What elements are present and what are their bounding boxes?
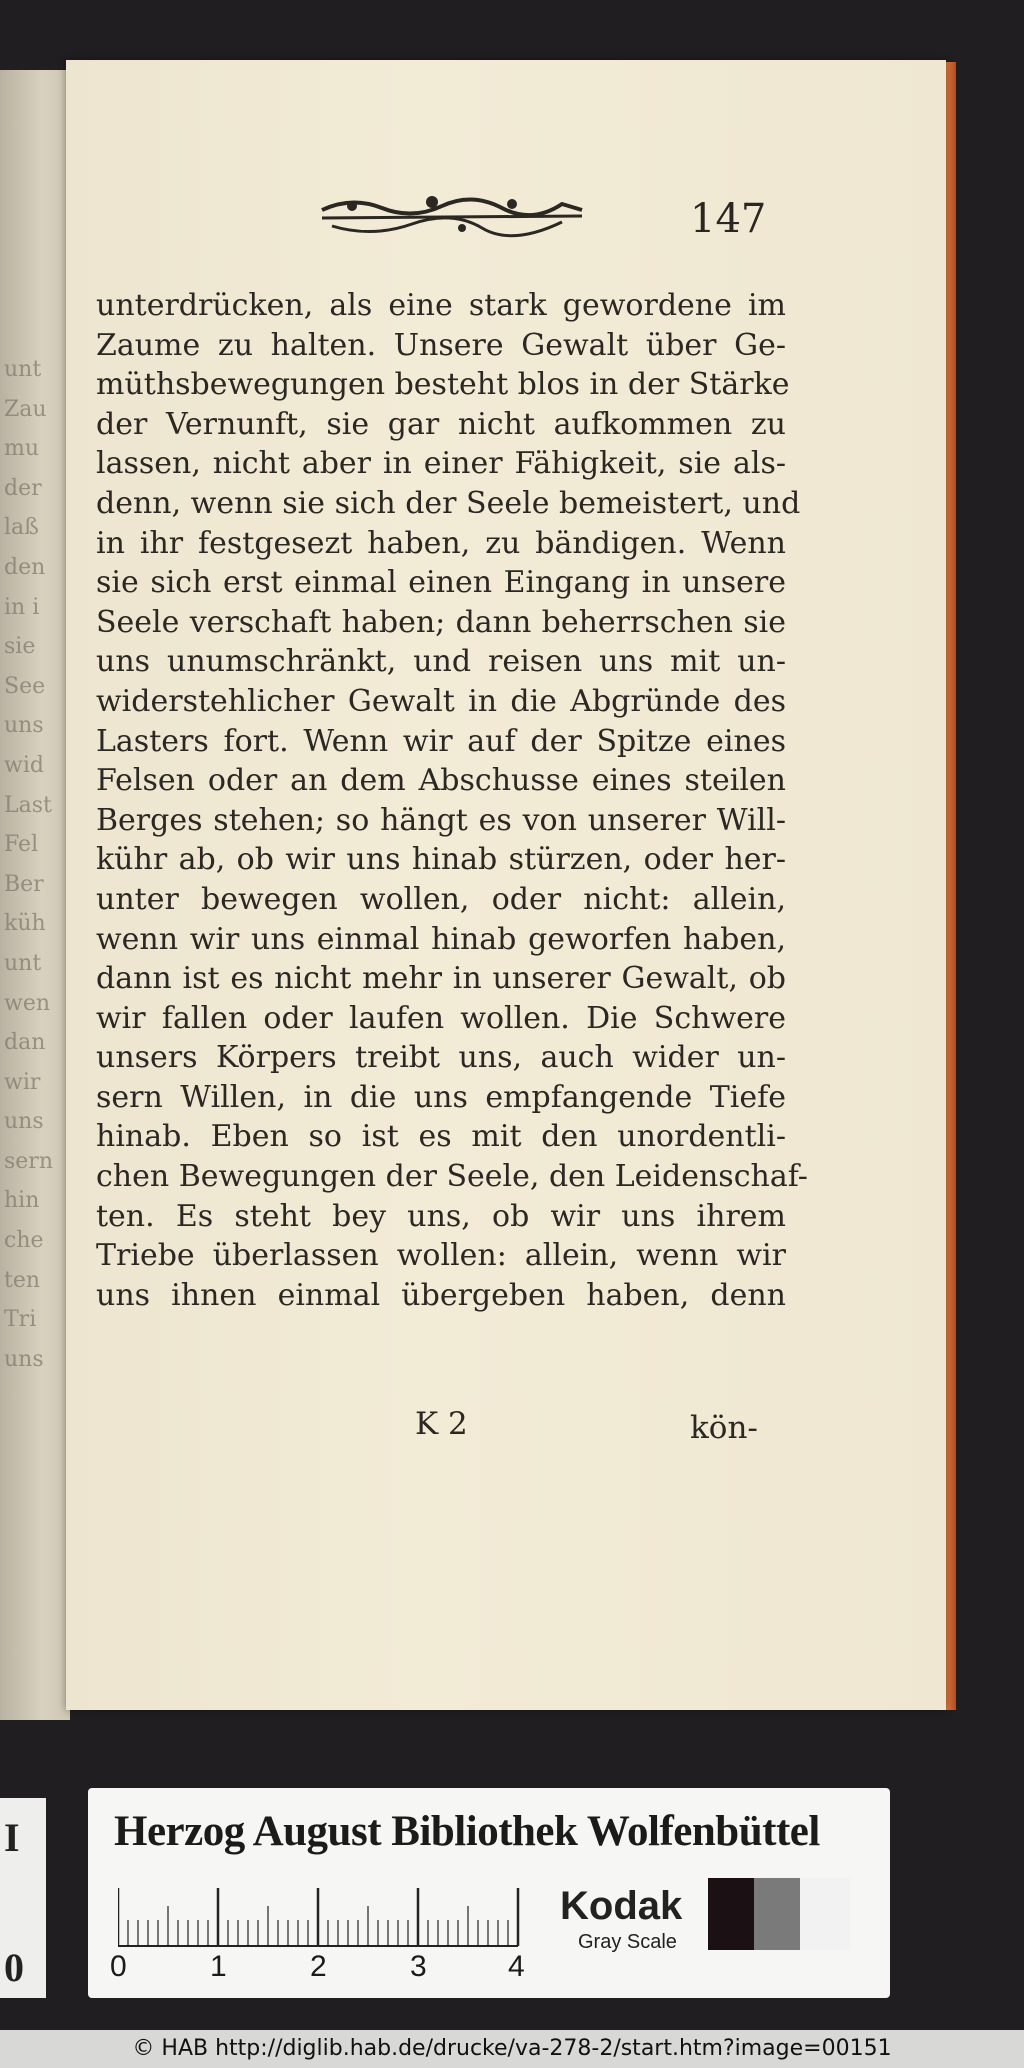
- text-line: wenn wir uns einmal hinab geworfen haben,: [96, 921, 786, 957]
- kodak-logo: Kodak: [560, 1884, 683, 1928]
- header-ornament: [312, 188, 592, 238]
- previous-page-text-fragments: unt Zau mu der laß den in i sie See uns wid Last Fel Ber küh unt wen dan wir uns sern hin che ten Tri uns: [4, 357, 53, 1372]
- page-body-text: [96, 286, 808, 1315]
- text-line: sern Willen, in die uns empfangende Tiefe: [96, 1079, 786, 1115]
- text-line: wir fallen oder laufen wollen. Die Schwere: [96, 1000, 786, 1036]
- text-line: kühr ab, ob wir uns hinab stürzen, oder her-: [96, 842, 786, 878]
- text-line: unter bewegen wollen, oder nicht: allein,: [96, 881, 786, 917]
- color-calibration-card: [88, 1788, 890, 1998]
- text-line: uns ihnen einmal übergeben haben, denn: [96, 1277, 786, 1313]
- gray-scale-label: Gray Scale: [578, 1931, 677, 1953]
- text-line: ten. Es steht bey uns, ob wir uns ihrem: [96, 1198, 786, 1234]
- swatch-dark: [708, 1878, 754, 1950]
- text-line: lassen, nicht aber in einer Fähigkeit, sie als-: [96, 446, 786, 482]
- ruler-label-4: 4: [508, 1950, 525, 1983]
- text-line: denn, wenn sie sich der Seele bemeistert, und: [96, 485, 801, 521]
- copyright-footer: © HAB http://diglib.hab.de/drucke/va-278-2/start.htm?image=00151: [0, 2030, 1024, 2068]
- text-line: unsers Körpers treibt uns, auch wider un-: [96, 1040, 786, 1076]
- text-line: sie sich erst einmal einen Eingang in unsere: [96, 565, 786, 601]
- swatch-white: [800, 1878, 850, 1950]
- text-line: unterdrücken, als eine stark gewordene im: [96, 288, 786, 323]
- signature-mark: K 2: [415, 1406, 468, 1442]
- left-color-card: [0, 1798, 46, 1998]
- ruler-label-3: 3: [410, 1950, 427, 1983]
- ruler-label-1: 1: [210, 1950, 227, 1983]
- text-line: uns unumschränkt, und reisen uns mit un-: [96, 644, 786, 680]
- page-number: 147: [690, 196, 767, 242]
- text-line: Zaume zu halten. Unsere Gewalt über Ge-: [96, 327, 786, 363]
- swatch-gray: [754, 1878, 800, 1950]
- left-card-glyph-1: I: [4, 1815, 20, 1860]
- text-line: dann ist es nicht mehr in unserer Gewalt, ob: [96, 961, 786, 997]
- text-line: Felsen oder an dem Abschusse eines steilen: [96, 763, 786, 799]
- text-line: chen Bewegungen der Seele, den Leidenschaf-: [96, 1159, 808, 1195]
- text-line: in ihr festgesezt haben, zu bändigen. Wenn: [96, 525, 786, 561]
- text-line: der Vernunft, sie gar nicht aufkommen zu: [96, 406, 786, 442]
- previous-page-edge: [0, 70, 70, 1720]
- left-card-glyph-2: 0: [4, 1945, 24, 1990]
- ruler-label-2: 2: [310, 1950, 327, 1983]
- text-line: Triebe überlassen wollen: allein, wenn wir: [96, 1238, 786, 1274]
- text-line: widerstehlicher Gewalt in die Abgründe des: [96, 683, 786, 719]
- text-line: hinab. Eben so ist es mit den unordentli-: [96, 1119, 786, 1155]
- library-title: Herzog August Bibliothek Wolfenbüttel: [114, 1808, 820, 1855]
- text-line: Seele verschaft haben; dann beherrschen sie: [96, 604, 786, 640]
- ruler-label-0: 0: [110, 1950, 127, 1983]
- measurement-ruler: [118, 1888, 548, 1948]
- catchword: kön-: [690, 1410, 758, 1446]
- text-line: Berges stehen; so hängt es von unserer Will-: [96, 802, 786, 838]
- text-line: müthsbewegungen besteht blos in der Stärke: [96, 367, 790, 403]
- text-line: Lasters fort. Wenn wir auf der Spitze eines: [96, 723, 786, 759]
